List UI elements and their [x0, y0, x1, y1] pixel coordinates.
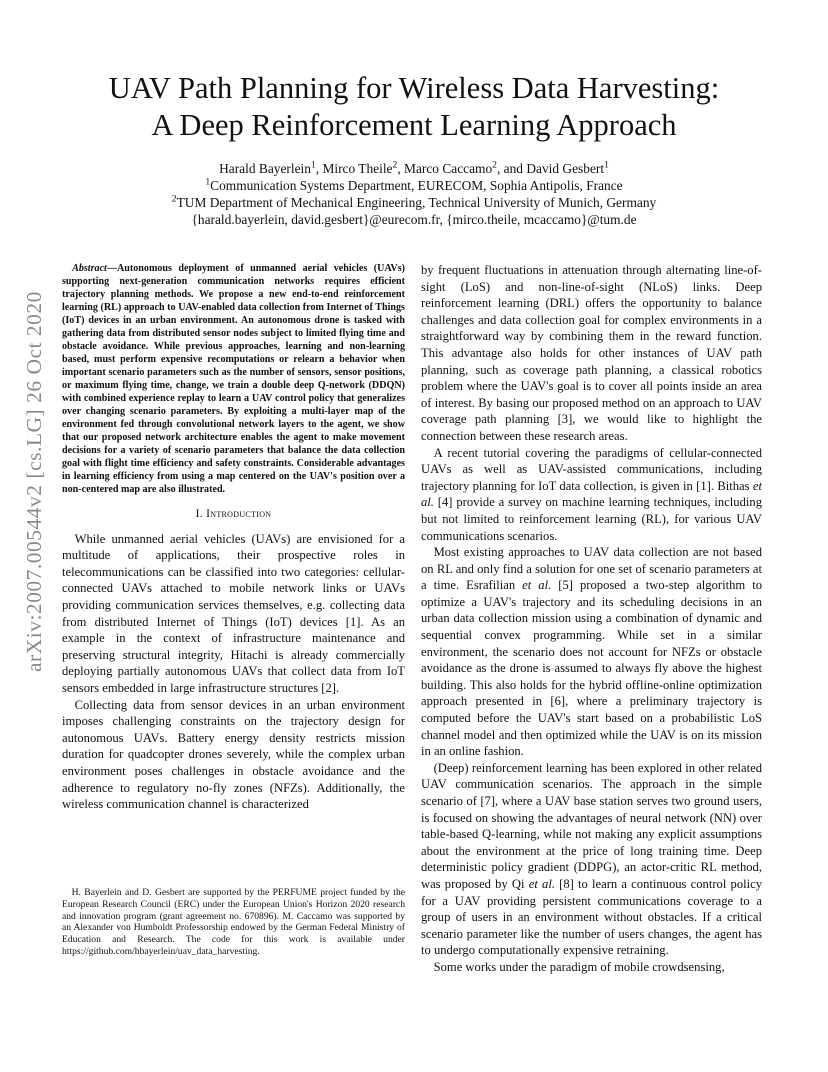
author-name: David Gesbert [526, 161, 605, 176]
body-paragraph [421, 445, 762, 545]
author-name: Harald Bayerlein [219, 161, 311, 176]
author-separator: , and [496, 161, 527, 176]
body-paragraph [421, 760, 762, 959]
paragraph-text: [5] proposed a two-step algorithm to optimize a UAV's trajectory and its scheduling decisions in an urban data collection mission using a combination of dynamic and sequential convex programming. While set in a similar environment, the scenario does not account for NFZs or obstacle avoidance as the drone is assumed to always fly above the highest building. This also holds for the hybrid offline-online optimization approach presented in [6], where a preliminary trajectory is computed before the UAV's start based on a probabilistic LoS channel model and then optimized while the UAV is on its mission in an online fashion. [421, 578, 763, 759]
intro-paragraph-1: While unmanned aerial vehicles (UAVs) are envisioned for a multitude of applications, their prospective roles in telecommunications can be classified into two categories: cellular-connected UAVs attached to mobile network links or UAVs providing communication services themselves, e.g. collecting data from distributed Internet of Things (IoT) devices [1]. As an example in the context of infrastructure maintenance and preserving structural integrity, Hitachi is already commercially deploying partially autonomous UAVs that collect data from IoT sensors embedded in large infrastructure structures [2]. [62, 531, 405, 695]
italic-text: et al. [522, 578, 552, 593]
author-affiliation-mark: 1 [604, 159, 609, 171]
paragraph-text: Some works under the paradigm of mobile crowdsensing, [433, 959, 725, 974]
arxiv-identifier: arXiv:2007.00544v2 [cs.LG] 26 Oct 2020 [22, 291, 46, 673]
title-line-1: UAV Path Planning for Wireless Data Harvesting: [108, 71, 720, 105]
author-affiliation-mark: 2 [492, 159, 497, 171]
author-name: Marco Caccamo [404, 161, 493, 176]
author-separator: , [315, 161, 323, 176]
author-separator: , [397, 161, 405, 176]
paragraph-text: [4] provide a survey on machine learning techniques, including but not limited to reinforcement learning (RL), for various UAV communications scenarios. [421, 495, 762, 543]
abstract-label: Abstract [72, 263, 107, 274]
paragraph-text: by frequent fluctuations in attenuation through alternating line-of-sight (LoS) and non-line-of-sight (NLoS) links. Deep reinforcement learning (DRL) offers the opportunity to balance challenges and data collection goal for complex environments in a straightforward way by combining them in the reward function. This advantage also holds for other instances of UAV path planning, such as coverage path planning, a classical robotics problem where the UAV's goal is to cover all points inside an area of interest. By basing our proposed method on an approach to UAV coverage path planning [3], we would like to highlight the connection between these research areas. [421, 263, 762, 443]
author-affiliation-mark: 2 [392, 159, 398, 171]
right-column [421, 262, 762, 976]
body-paragraph [421, 262, 762, 445]
abstract [62, 262, 405, 496]
italic-text: et al. [528, 876, 555, 891]
title-line-2: A Deep Reinforcement Learning Approach [151, 108, 677, 142]
paper-title [60, 70, 768, 144]
author-name: Mirco Theile [322, 161, 393, 176]
affiliation-2: $^2$TUM Department of Mechanical Engineering, Technical University of Munich, Germany [171, 193, 657, 210]
left-column [62, 262, 405, 813]
paragraph-text: [8] to learn a continuous control policy for a UAV providing persistent communications coverage to a group of users in an environment without obstacles. If a critical scenario parameter like the number of users changes, the agent has to undergo computationally expensive retraining. [421, 876, 762, 958]
author-list [60, 160, 768, 177]
author-emails: {harald.bayerlein, david.gesbert}@eurecom.fr, {mirco.theile, mcaccamo}@tum.de [191, 212, 637, 227]
paragraph-text: Most existing approaches to UAV data collection are not based on RL and only find a solution for one set of scenario parameters at a time. Esrafilian [421, 545, 762, 593]
author-block [60, 160, 768, 228]
author-affiliation-mark: 1 [310, 159, 316, 171]
footnote: H. Bayerlein and D. Gesbert are supported by the PERFUME project funded by the European Research Council (ERC) under the European Union's Horizon 2020 research and innovation program (grant agreement no. 670896). M. Caccamo was supported by an Alexander von Humboldt Professorship endowed by the German Federal Ministry of Education and Research. The code for this work is available under https://github.com/hbayerlein/uav_data_harvesting. [62, 887, 405, 957]
italic-text: et al. [421, 478, 762, 510]
body-paragraph [421, 544, 762, 760]
affiliation-1: $^1$Communication Systems Department, EURECOM, Sophia Antipolis, France [205, 176, 623, 193]
paragraph-text: A recent tutorial covering the paradigms of cellular-connected UAVs as well as UAV-assisted communications, including trajectory planning for IoT data collection, is given in [1]. Bithas [421, 445, 762, 493]
paragraph-text: (Deep) reinforcement learning has been explored in other related UAV communication scenarios. The approach in the simple scenario of [7], where a UAV base station serves two ground users, is focused on showing the advantages of neural network (NN) over table-based Q-learning, while not making any explicit assumptions about the environment at the price of long training time. Deep deterministic policy gradient (DDPG), an actor-critic RL method, was proposed by Qi [421, 760, 762, 891]
body-paragraph [421, 959, 762, 976]
abstract-text: —Autonomous deployment of unmanned aerial vehicles (UAVs) supporting next-generation communication networks requires efficient trajectory planning methods. We propose a new end-to-end reinforcement learning (RL) approach to UAV-enabled data collection from Internet of Things (IoT) devices in an urban environment. An autonomous drone is tasked with gathering data from distributed sensor nodes subject to limited flying time and obstacle avoidance. While previous approaches, learning and non-learning based, must perform expensive recomputations or relearn a behavior when important scenario parameters such as the number of sensors, sensor positions, or maximum flying time, change, we train a double deep Q-network (DDQN) with combined experience replay to learn a UAV control policy that generalizes over changing scenario parameters. By exploiting a multi-layer map of the environment fed through convolutional network layers to the agent, we show that our proposed network architecture enables the agent to make movement decisions for a variety of scenario parameters that balance the data collection goal with flight time efficiency and safety constraints. Considerable advantages in learning efficiency from using a map centered on the UAV's position over a non-centered map are also illustrated. [62, 263, 405, 495]
intro-paragraph-2: Collecting data from sensor devices in an urban environment imposes challenging constraints on the trajectory design for autonomous UAVs. Battery energy density restricts mission duration for quadcopter drones severely, while the complex urban environment poses challenges in obstacle avoidance and the adherence to regulatory no-fly zones (NFZs). Additionally, the wireless communication channel is characterized [62, 697, 405, 812]
section-heading-introduction: I. Introduction [195, 508, 272, 520]
